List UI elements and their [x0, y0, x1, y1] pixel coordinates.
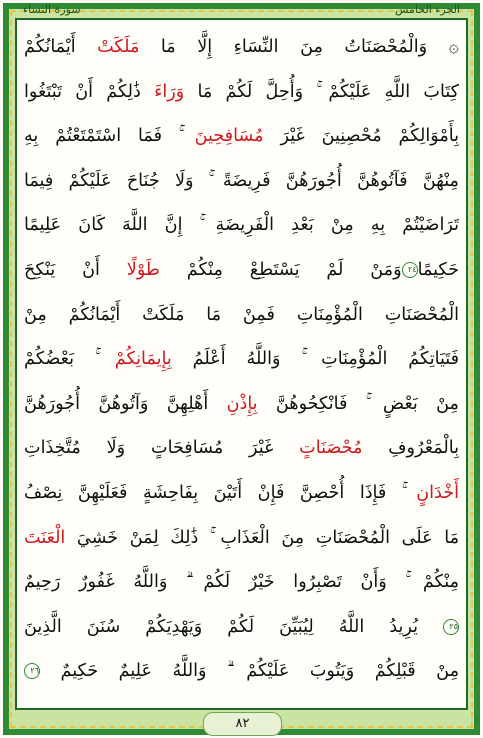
verse-text: حَكِيمًا	[417, 260, 459, 280]
page-header	[15, 3, 468, 19]
juz-label: الجزء الخامس	[394, 3, 460, 16]
verse-text: وَمَنْ لَمْ يَسْتَطِعْ مِنْكُمْ	[159, 260, 402, 280]
quran-text	[24, 28, 459, 700]
verse-text: تَرَاضَيْتُمْ بِهِ مِنْ بَعْدِ الْفَرِيضَةِ ۚ إِنَّ اللَّهَ كَانَ عَلِيمًا	[24, 215, 459, 236]
verse-text: مِنْ قَبْلِكُمْ وَيَتُوبَ عَلَيْكُمْ ۗ وَاللَّهُ عَلِيمٌ حَكِيمٌ	[40, 661, 459, 682]
highlighted-word: الْعَنَتَ	[24, 527, 66, 548]
verse-text: مِنْكُمْ ۚ وَأَنْ تَصْبِرُوا خَيْرٌ لَكُمْ ۗ وَاللَّهُ غَفُورٌ رَحِيمٌ	[24, 572, 459, 593]
text-line	[24, 429, 459, 467]
verse-text: أَنْ يَنْكِحَ	[24, 260, 127, 280]
text-line	[24, 608, 459, 646]
text-line	[24, 162, 459, 200]
highlighted-word: مَلَكَتْ	[97, 37, 140, 57]
verse-text: ۚ فَمَا اسْتَمْتَعْتُمْ بِهِ	[24, 126, 195, 147]
ayah-number-marker: ٢٦	[24, 663, 40, 679]
text-line	[24, 28, 459, 66]
text-line	[24, 385, 459, 423]
highlighted-word: مُحْصَنَاتٍ	[299, 438, 363, 459]
highlighted-word: بِإِيمَانِكُمْ	[114, 349, 172, 370]
verse-text: يُرِيدُ اللَّهُ لِيُبَيِّنَ لَكُمْ وَيَهْدِيَكُمْ سُنَنَ الَّذِينَ	[24, 616, 443, 637]
text-line	[24, 117, 459, 155]
verse-text: الْمُحْصَنَاتِ الْمُؤْمِنَاتِ فَمِنْ مَا مَلَكَتْ أَيْمَانُكُمْ مِنْ	[24, 304, 459, 325]
verse-text: مِنْهُنَّ فَآتُوهُنَّ أُجُورَهُنَّ فَرِيضَةً ۚ وَلَا جُنَاحَ عَلَيْكُمْ فِيمَا	[24, 170, 459, 191]
text-line	[24, 73, 459, 111]
verse-text: ۚ بَعْضُكُمْ	[24, 349, 115, 370]
verse-text: بِالْمَعْرُوفِ	[362, 438, 459, 459]
verse-text: بِأَمْوَالِكُمْ مُحْصِنِينَ غَيْرَ	[263, 126, 459, 147]
highlighted-word: بِإِذْنِ	[226, 393, 258, 414]
text-line	[24, 519, 459, 557]
verse-text: مَا عَلَى الْمُحْصَنَاتِ مِنَ الْعَذَابِ ۚ ذَٰلِكَ لِمَنْ خَشِيَ	[65, 527, 459, 548]
ayah-number-marker: ٢٤	[402, 262, 418, 278]
text-line	[24, 563, 459, 601]
text-line	[24, 251, 459, 289]
verse-text: ۚ فَإِذَا أُحْصِنَّ فَإِنْ أَتَيْنَ بِفَاحِشَةٍ فَعَلَيْهِنَّ نِصْفُ	[24, 483, 417, 503]
text-line	[24, 652, 459, 690]
verse-text: أَيْمَانُكُمْ	[24, 37, 98, 57]
ayah-number-marker: ٢٥	[443, 619, 459, 635]
highlighted-word: أَخْدَانٍ	[416, 483, 459, 503]
surah-label: سورة النساء	[23, 3, 81, 16]
highlighted-word: طَوْلًا	[126, 260, 160, 280]
verse-text: مِنْ بَعْضٍ ۚ فَانْكِحُوهُنَّ	[257, 393, 459, 414]
text-line	[24, 206, 459, 244]
verse-text: ذَٰلِكُمْ أَنْ تَبْتَغُوا	[24, 81, 155, 102]
verse-text: ۞ وَالْمُحْصَنَاتُ مِنَ النِّسَاءِ إِلَّا مَا	[139, 37, 459, 57]
text-line	[24, 296, 459, 334]
verse-text: فَتَيَاتِكُمُ الْمُؤْمِنَاتِ ۚ وَاللَّهُ أَعْلَمُ	[171, 349, 459, 370]
text-line	[24, 340, 459, 378]
highlighted-word: مُسَافِحِينَ	[194, 126, 264, 147]
verse-text: كِتَابَ اللَّهِ عَلَيْكُمْ ۚ وَأُحِلَّ لَكُمْ مَا	[184, 81, 459, 102]
text-line	[24, 474, 459, 512]
verse-text: غَيْرَ مُسَافِحَاتٍ وَلَا مُتَّخِذَاتِ	[24, 438, 300, 459]
verse-text: أَهْلِهِنَّ وَآتُوهُنَّ أُجُورَهُنَّ	[24, 393, 227, 414]
page-number: ٨٢	[203, 712, 282, 736]
highlighted-word: وَرَاءَ	[154, 81, 185, 102]
